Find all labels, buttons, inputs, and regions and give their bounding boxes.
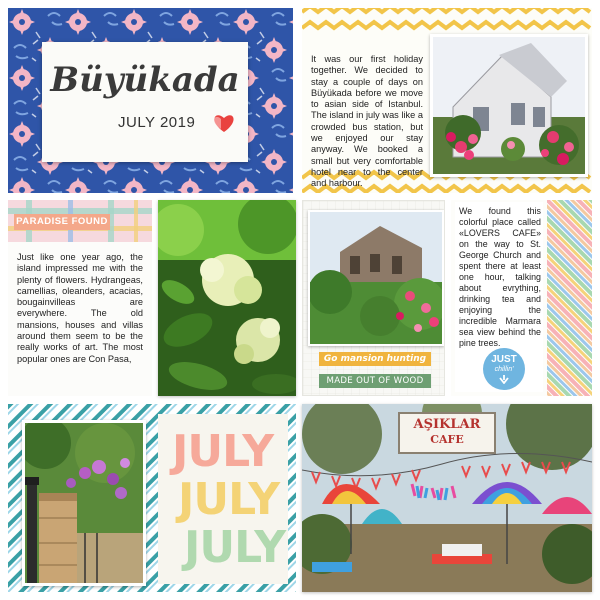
july-word-yellow: JULY	[178, 474, 280, 525]
badge-line-just: JUST	[491, 354, 517, 365]
july-word-pink: JULY	[172, 426, 274, 477]
story-card-first-holiday	[302, 8, 592, 193]
badge-line-chillin: chillin'	[494, 366, 514, 373]
photo-bougainvillea-gate	[22, 420, 146, 586]
cafe-sign	[398, 412, 496, 454]
arrow-down-icon	[498, 374, 510, 384]
july-word-green: JULY	[184, 522, 286, 573]
story-card-lovers-cafe	[451, 200, 592, 396]
story-card-paradise-found	[8, 200, 152, 396]
heart-icon	[212, 112, 236, 134]
story-text-lovers-cafe-body: We found this colorful place called «LOVERS CAFE» on the way to St. George Church and spent there at least one hour, talking about evrything, drinking tea and enjoying the incredible Marmara sea view behind the pine trees.	[459, 206, 541, 348]
title-card	[8, 8, 293, 193]
made-out-of-wood-tag: MADE OUT OF WOOD	[319, 374, 431, 388]
just-chillin-badge	[483, 348, 525, 390]
go-mansion-hunting-tag: Go mansion hunting	[319, 352, 431, 366]
story-text-first-holiday: It was our first holiday together. We decided to stay a couple of days on Büyükada before we move to asian side of Istanbul. The island in july was like a crowded bus station, but we enjoyed our stay anyway. We booked a small but very comfortable hotel near to the center and harbour.	[311, 54, 423, 189]
mansion-photo-card	[302, 200, 445, 396]
story-text-paradise-found: Just like one year ago, the island impressed me with the plenty of flowers. Hydrangeas, camellias, oleanders, acacias, bougainvilleas are everywhere. The old mansions, houses and villas around them seem to be the really works of art. The most popular ones are Con Pasa,	[17, 252, 143, 364]
bougainvillea-photo-card	[8, 404, 296, 592]
photo-white-mansion	[430, 34, 588, 177]
photo-wooden-mansion	[308, 210, 444, 346]
album-date: JULY 2019	[118, 114, 196, 131]
title-label	[42, 42, 248, 162]
album-title: Büyükada	[50, 60, 240, 100]
cafe-sign-line-1: AŞIKLAR	[413, 417, 481, 432]
july-word-block	[172, 426, 286, 576]
photo-lovers-cafe	[302, 404, 592, 592]
photo-hydrangea	[158, 200, 296, 396]
cafe-sign-line-2: CAFE	[430, 433, 464, 446]
paradise-found-banner: PARADISE FOUND	[14, 214, 110, 230]
